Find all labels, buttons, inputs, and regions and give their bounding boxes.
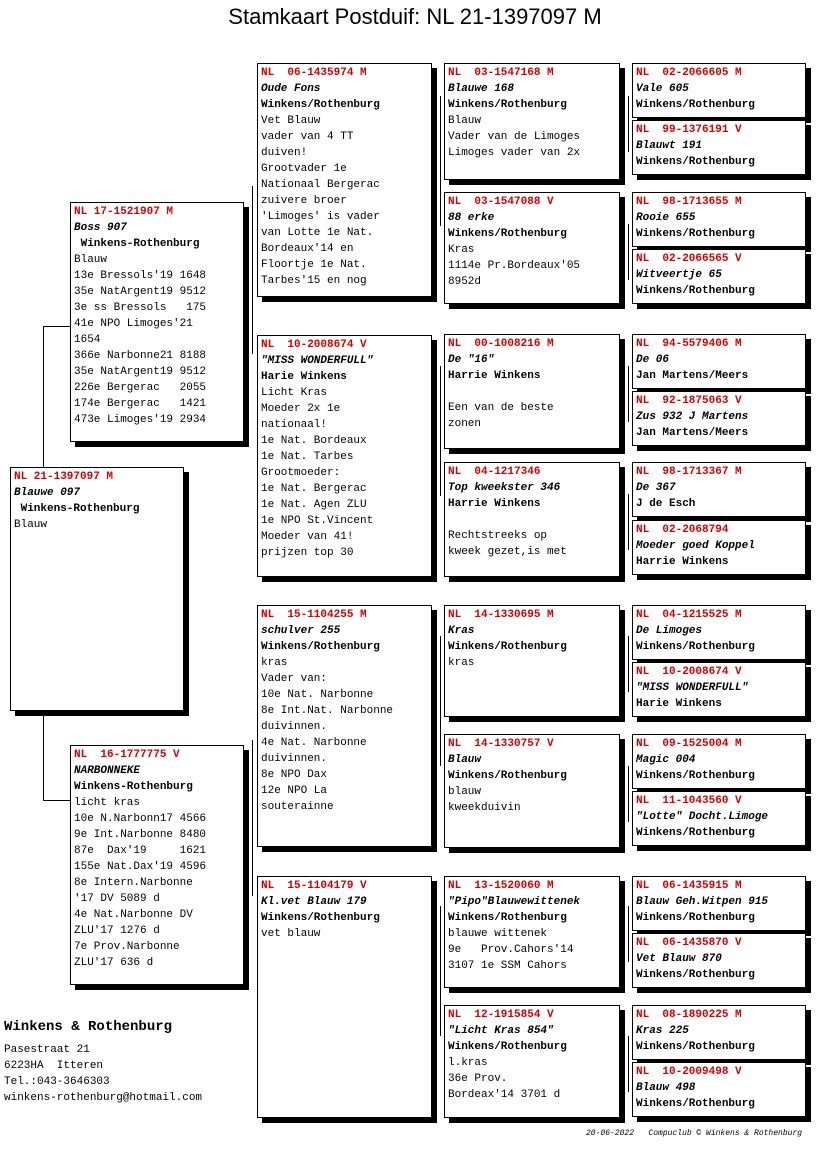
pigeon-name: Vet Blauw 870: [636, 953, 722, 965]
card-line: kras: [448, 657, 475, 669]
connector-line: [440, 96, 441, 226]
pigeon-name: "Pipo"Blauwewittenek: [448, 896, 581, 908]
card-line: Vader van:: [261, 673, 328, 685]
owner-name: Winkens/Rothenburg: [448, 228, 567, 240]
breeder-email: winkens-rothenburg@hotmail.com: [4, 1092, 203, 1104]
pigeon-name: 88 erke: [448, 212, 495, 224]
ring-number: NL 98-1713655 M: [636, 196, 742, 208]
card-line: nationaal!: [261, 419, 328, 431]
pigeon-card-gen5: [632, 662, 806, 717]
pigeon-card-gen5: [632, 876, 806, 931]
card-line: ZLU'17 1276 d: [74, 925, 160, 937]
owner-name: Winkens/Rothenburg: [636, 228, 755, 240]
owner-name: Winkens/Rothenburg: [636, 827, 755, 839]
ring-number: NL 10-2008674 V: [636, 666, 742, 678]
pigeon-name: De Limoges: [636, 625, 703, 637]
ring-number: NL 03-1547168 M: [448, 67, 554, 79]
card-line: kweekduivin: [448, 802, 521, 814]
card-line: 155e Nat.Dax'19 4596: [74, 861, 207, 873]
card-line: Bordeaux'14 en: [261, 243, 354, 255]
card-line: licht kras: [74, 797, 141, 809]
pigeon-card-gen5: [632, 520, 806, 575]
card-line: 4e Nat. Narbonne: [261, 737, 367, 749]
pigeon-card-great-grandparent: [444, 876, 620, 988]
ring-number: NL 04-1215525 M: [636, 609, 742, 621]
owner-name: Harrie Winkens: [448, 498, 541, 510]
owner-name: Winkens-Rothenburg: [74, 781, 193, 793]
card-line: 87e Dax'19 1621: [74, 845, 207, 857]
card-line: 8e Int.Nat. Narbonne: [261, 705, 394, 717]
pigeon-name: Rooie 655: [636, 212, 696, 224]
pigeon-name: "Lotte" Docht.Limoge: [636, 811, 769, 823]
connector-line: [43, 326, 44, 468]
ring-number: NL 10-2008674 V: [261, 339, 367, 351]
pigeon-card-subject: [10, 467, 184, 711]
card-line: 1e Nat. Bordeaux: [261, 435, 367, 447]
page-title: Stamkaart Postduif: NL 21-1397097 M: [228, 4, 602, 29]
pigeon-card-gen5: [632, 334, 806, 389]
pigeon-card-gen5: [632, 1062, 806, 1117]
connector-line: [252, 186, 253, 354]
ring-number: NL 14-1330695 M: [448, 609, 554, 621]
card-line: Moeder 2x 1e: [261, 403, 341, 415]
pigeon-card-great-grandparent: [444, 334, 620, 449]
ring-number: NL 02-2068794: [636, 524, 729, 536]
pigeon-name: Kras: [448, 625, 475, 637]
card-line: 10e Nat. Narbonne: [261, 689, 374, 701]
pigeon-card-great-grandparent: [444, 63, 620, 180]
card-line: 8e Intern.Narbonne: [74, 877, 193, 889]
owner-name: Harie Winkens: [636, 698, 722, 710]
card-line: Blauw: [74, 254, 108, 266]
ring-number: NL 14-1330757 V: [448, 738, 554, 750]
pigeon-name: Blauwt 191: [636, 140, 703, 152]
ring-number: NL 02-2066565 V: [636, 253, 742, 265]
card-line: 1654: [74, 334, 101, 346]
card-line: blauwe wittenek: [448, 928, 548, 940]
card-line: 1114e Pr.Bordeaux'05: [448, 260, 581, 272]
ring-number: NL 06-1435974 M: [261, 67, 367, 79]
pigeon-card-great-grandparent: [444, 605, 620, 717]
card-line: 8952d: [448, 276, 482, 288]
card-line: 10e N.Narbonn17 4566: [74, 813, 207, 825]
ring-number: NL 98-1713367 M: [636, 466, 742, 478]
card-line: prijzen top 30: [261, 547, 354, 559]
card-line: 36e Prov.: [448, 1073, 508, 1085]
card-line: souterainne: [261, 801, 334, 813]
card-line: duiven!: [261, 147, 308, 159]
card-line: 226e Bergerac 2055: [74, 382, 207, 394]
ring-number: NL 03-1547088 V: [448, 196, 554, 208]
pigeon-name: Blauw Geh.Witpen 915: [636, 896, 769, 908]
pigeon-name: "Licht Kras 854": [448, 1025, 554, 1037]
pigeon-name: De 367: [636, 482, 676, 494]
card-line: 1e Nat. Agen ZLU: [261, 499, 367, 511]
pigeon-name: Kl.vet Blauw 179: [261, 896, 367, 908]
card-line: Licht Kras: [261, 387, 328, 399]
card-line: Blauw: [14, 519, 48, 531]
card-line: 4e Nat.Narbonne DV: [74, 909, 193, 921]
connector-line: [252, 740, 253, 896]
card-line: 1e Nat. Tarbes: [261, 451, 354, 463]
owner-name: Winkens/Rothenburg: [636, 156, 755, 168]
pigeon-card-great-grandparent: [444, 734, 620, 848]
connector-line: [440, 366, 441, 496]
card-line: Moeder van 41!: [261, 531, 354, 543]
owner-name: Jan Martens/Meers: [636, 370, 749, 382]
owner-name: Winkens/Rothenburg: [448, 641, 567, 653]
pigeon-name: NARBONNEKE: [74, 765, 141, 777]
card-line: Grootmoeder:: [261, 467, 341, 479]
owner-name: Winkens/Rothenburg: [261, 99, 380, 111]
pigeon-card-grandparent: [257, 605, 432, 847]
card-line: 7e Prov.Narbonne: [74, 941, 180, 953]
card-line: Blauw: [448, 115, 482, 127]
ring-number: NL 15-1104179 V: [261, 880, 367, 892]
owner-name: Winkens/Rothenburg: [448, 99, 567, 111]
owner-name: Harrie Winkens: [448, 370, 541, 382]
card-line: 41e NPO Limoges'21: [74, 318, 193, 330]
card-line: Grootvader 1e: [261, 163, 347, 175]
card-line: ZLU'17 636 d: [74, 957, 154, 969]
card-line: '17 DV 5089 d: [74, 893, 160, 905]
pigeon-name: Blauwe 097: [14, 487, 81, 499]
connector-line: [440, 636, 441, 766]
connector-line: [628, 366, 629, 422]
card-line: zuivere broer: [261, 195, 347, 207]
ring-number: NL 11-1043560 V: [636, 795, 742, 807]
ring-number: NL 09-1525004 M: [636, 738, 742, 750]
card-line: kweek gezet,is met: [448, 546, 567, 558]
ring-number: NL 00-1008216 M: [448, 338, 554, 350]
card-line: Nationaal Bergerac: [261, 179, 380, 191]
card-line: l.kras: [448, 1057, 488, 1069]
pigeon-card-grandparent: [257, 63, 432, 297]
connector-line: [628, 906, 629, 962]
card-line: 1e NPO St.Vincent: [261, 515, 374, 527]
ring-number: NL 15-1104255 M: [261, 609, 367, 621]
pigeon-name: Kras 225: [636, 1025, 689, 1037]
breeder-phone: Tel.:043-3646303: [4, 1076, 110, 1088]
card-line: 3e ss Bressols 175: [74, 302, 207, 314]
breeder-postcode-city: 6223HA Itteren: [4, 1060, 104, 1072]
pigeon-card-gen5: [632, 462, 806, 517]
card-line: van Lotte 1e Nat.: [261, 227, 374, 239]
pigeon-card-gen5: [632, 192, 806, 247]
owner-name: Winkens/Rothenburg: [636, 641, 755, 653]
card-line: [448, 384, 616, 400]
card-line: kras: [261, 657, 288, 669]
pigeon-card-grandparent: [257, 876, 432, 1118]
pigeon-card-great-grandparent: [444, 192, 620, 304]
connector-line: [628, 636, 629, 692]
card-line: duivinnen.: [261, 721, 328, 733]
owner-name: Winkens/Rothenburg: [636, 969, 755, 981]
pigeon-name: Blauwe 168: [448, 83, 515, 95]
breeder-name: Winkens & Rothenburg: [4, 1019, 173, 1035]
card-line: 174e Bergerac 1421: [74, 398, 207, 410]
card-line: 473e Limoges'19 2934: [74, 414, 207, 426]
ring-number: NL 06-1435870 V: [636, 937, 742, 949]
pigeon-name: Witveertje 65: [636, 269, 722, 281]
connector-line: [43, 326, 70, 327]
pigeon-card-gen5: [632, 933, 806, 988]
ring-number: NL 12-1915854 V: [448, 1009, 554, 1021]
ring-number: NL 08-1890225 M: [636, 1009, 742, 1021]
card-line: 'Limoges' is vader: [261, 211, 380, 223]
pigeon-card-gen5: [632, 734, 806, 789]
card-line: 13e Bressols'19 1648: [74, 270, 207, 282]
owner-name: Winkens/Rothenburg: [448, 912, 567, 924]
pigeon-name: "MISS WONDERFULL": [636, 682, 749, 694]
pigeon-card-great-grandparent: [444, 462, 620, 577]
pigeon-name: Moeder goed Koppel: [636, 540, 755, 552]
pigeon-card-gen5: [632, 391, 806, 446]
card-line: 366e Narbonne21 8188: [74, 350, 207, 362]
card-line: Vet Blauw: [261, 115, 321, 127]
owner-name: Winkens/Rothenburg: [448, 1041, 567, 1053]
card-line: [448, 512, 616, 528]
pigeon-name: Boss 907: [74, 222, 127, 234]
owner-name: Winkens/Rothenburg: [636, 1098, 755, 1110]
ring-number: NL 99-1376191 V: [636, 124, 742, 136]
owner-name: Winkens/Rothenburg: [636, 912, 755, 924]
card-line: 35e NatArgent19 9512: [74, 286, 207, 298]
pigeon-card-gen5: [632, 249, 806, 304]
ring-number: NL 10-2009498 V: [636, 1066, 742, 1078]
ring-number: NL 94-5579406 M: [636, 338, 742, 350]
pigeon-card-gen5: [632, 1005, 806, 1060]
card-line: duivinnen.: [261, 753, 328, 765]
owner-name: Jan Martens/Meers: [636, 427, 749, 439]
ring-number: NL 17-1521907 M: [74, 206, 174, 218]
print-date-copyright: 20-06-2022 Compuclub © Winkens & Rothenburg: [586, 1129, 803, 1138]
card-line: vader van 4 TT: [261, 131, 354, 143]
pigeon-card-gen5: [632, 63, 806, 118]
pigeon-name: Zus 932 J Martens: [636, 411, 749, 423]
pigeon-name: De 06: [636, 354, 670, 366]
card-line: Bordeax'14 3701 d: [448, 1089, 561, 1101]
connector-line: [628, 224, 629, 280]
card-line: Rechtstreeks op: [448, 530, 548, 542]
ring-number: NL 13-1520060 M: [448, 880, 554, 892]
owner-name: Winkens/Rothenburg: [261, 912, 380, 924]
owner-name: Winkens/Rothenburg: [636, 1041, 755, 1053]
owner-name: Harie Winkens: [261, 371, 347, 383]
pigeon-name: Magic 004: [636, 754, 696, 766]
pigeon-name: schulver 255: [261, 625, 341, 637]
card-line: Vader van de Limoges: [448, 131, 581, 143]
pigeon-name: Blauw: [448, 754, 482, 766]
pigeon-card-gen5: [632, 791, 806, 846]
owner-name: J de Esch: [636, 498, 696, 510]
owner-name: Winkens/Rothenburg: [636, 99, 755, 111]
card-line: 1e Nat. Bergerac: [261, 483, 367, 495]
connector-line: [628, 96, 629, 152]
card-line: 3107 1e SSM Cahors: [448, 960, 567, 972]
ring-number: NL 92-1875063 V: [636, 395, 742, 407]
pigeon-name: Oude Fons: [261, 83, 321, 95]
connector-line: [628, 766, 629, 822]
connector-line: [43, 800, 70, 801]
card-line: Floortje 1e Nat.: [261, 259, 367, 271]
card-line: vet blauw: [261, 928, 321, 940]
pigeon-name: "MISS WONDERFULL": [261, 355, 374, 367]
owner-name: Winkens/Rothenburg: [261, 641, 380, 653]
ring-number: NL 04-1217346: [448, 466, 541, 478]
pigeon-card-great-grandparent: [444, 1005, 620, 1118]
card-line: Een van de beste: [448, 402, 554, 414]
pigeon-card-gen5: [632, 120, 806, 175]
card-line: Limoges vader van 2x: [448, 147, 581, 159]
pigeon-name: Blauw 498: [636, 1082, 696, 1094]
card-line: 35e NatArgent19 9512: [74, 366, 207, 378]
card-line: zonen: [448, 418, 482, 430]
card-line: Tarbes'15 en nog: [261, 275, 367, 287]
owner-name: Winkens/Rothenburg: [636, 285, 755, 297]
ring-number: NL 02-2066605 M: [636, 67, 742, 79]
pigeon-card-grandparent: [257, 335, 432, 577]
owner-name: Winkens-Rothenburg: [74, 238, 200, 250]
pigeon-card-gen5: [632, 605, 806, 660]
card-line: 12e NPO La: [261, 785, 328, 797]
connector-line: [440, 906, 441, 1036]
pigeon-card-father: [70, 202, 244, 442]
pigeon-card-mother: [70, 745, 244, 985]
owner-name: Harrie Winkens: [636, 556, 729, 568]
pigeon-name: Vale 605: [636, 83, 689, 95]
ring-number: NL 16-1777775 V: [74, 749, 180, 761]
pigeon-name: Top kweekster 346: [448, 482, 561, 494]
ring-number: NL 06-1435915 M: [636, 880, 742, 892]
connector-line: [43, 714, 44, 800]
card-line: 9e Prov.Cahors'14: [448, 944, 574, 956]
card-line: 8e NPO Dax: [261, 769, 328, 781]
owner-name: Winkens/Rothenburg: [448, 770, 567, 782]
ring-number: NL 21-1397097 M: [14, 471, 114, 483]
card-line: blauw: [448, 786, 482, 798]
breeder-address: Pasestraat 21: [4, 1044, 90, 1056]
connector-line: [628, 1036, 629, 1092]
pigeon-name: De "16": [448, 354, 495, 366]
card-line: Kras: [448, 244, 475, 256]
owner-name: Winkens/Rothenburg: [636, 770, 755, 782]
card-line: 9e Int.Narbonne 8480: [74, 829, 207, 841]
connector-line: [628, 494, 629, 550]
owner-name: Winkens-Rothenburg: [14, 503, 140, 515]
